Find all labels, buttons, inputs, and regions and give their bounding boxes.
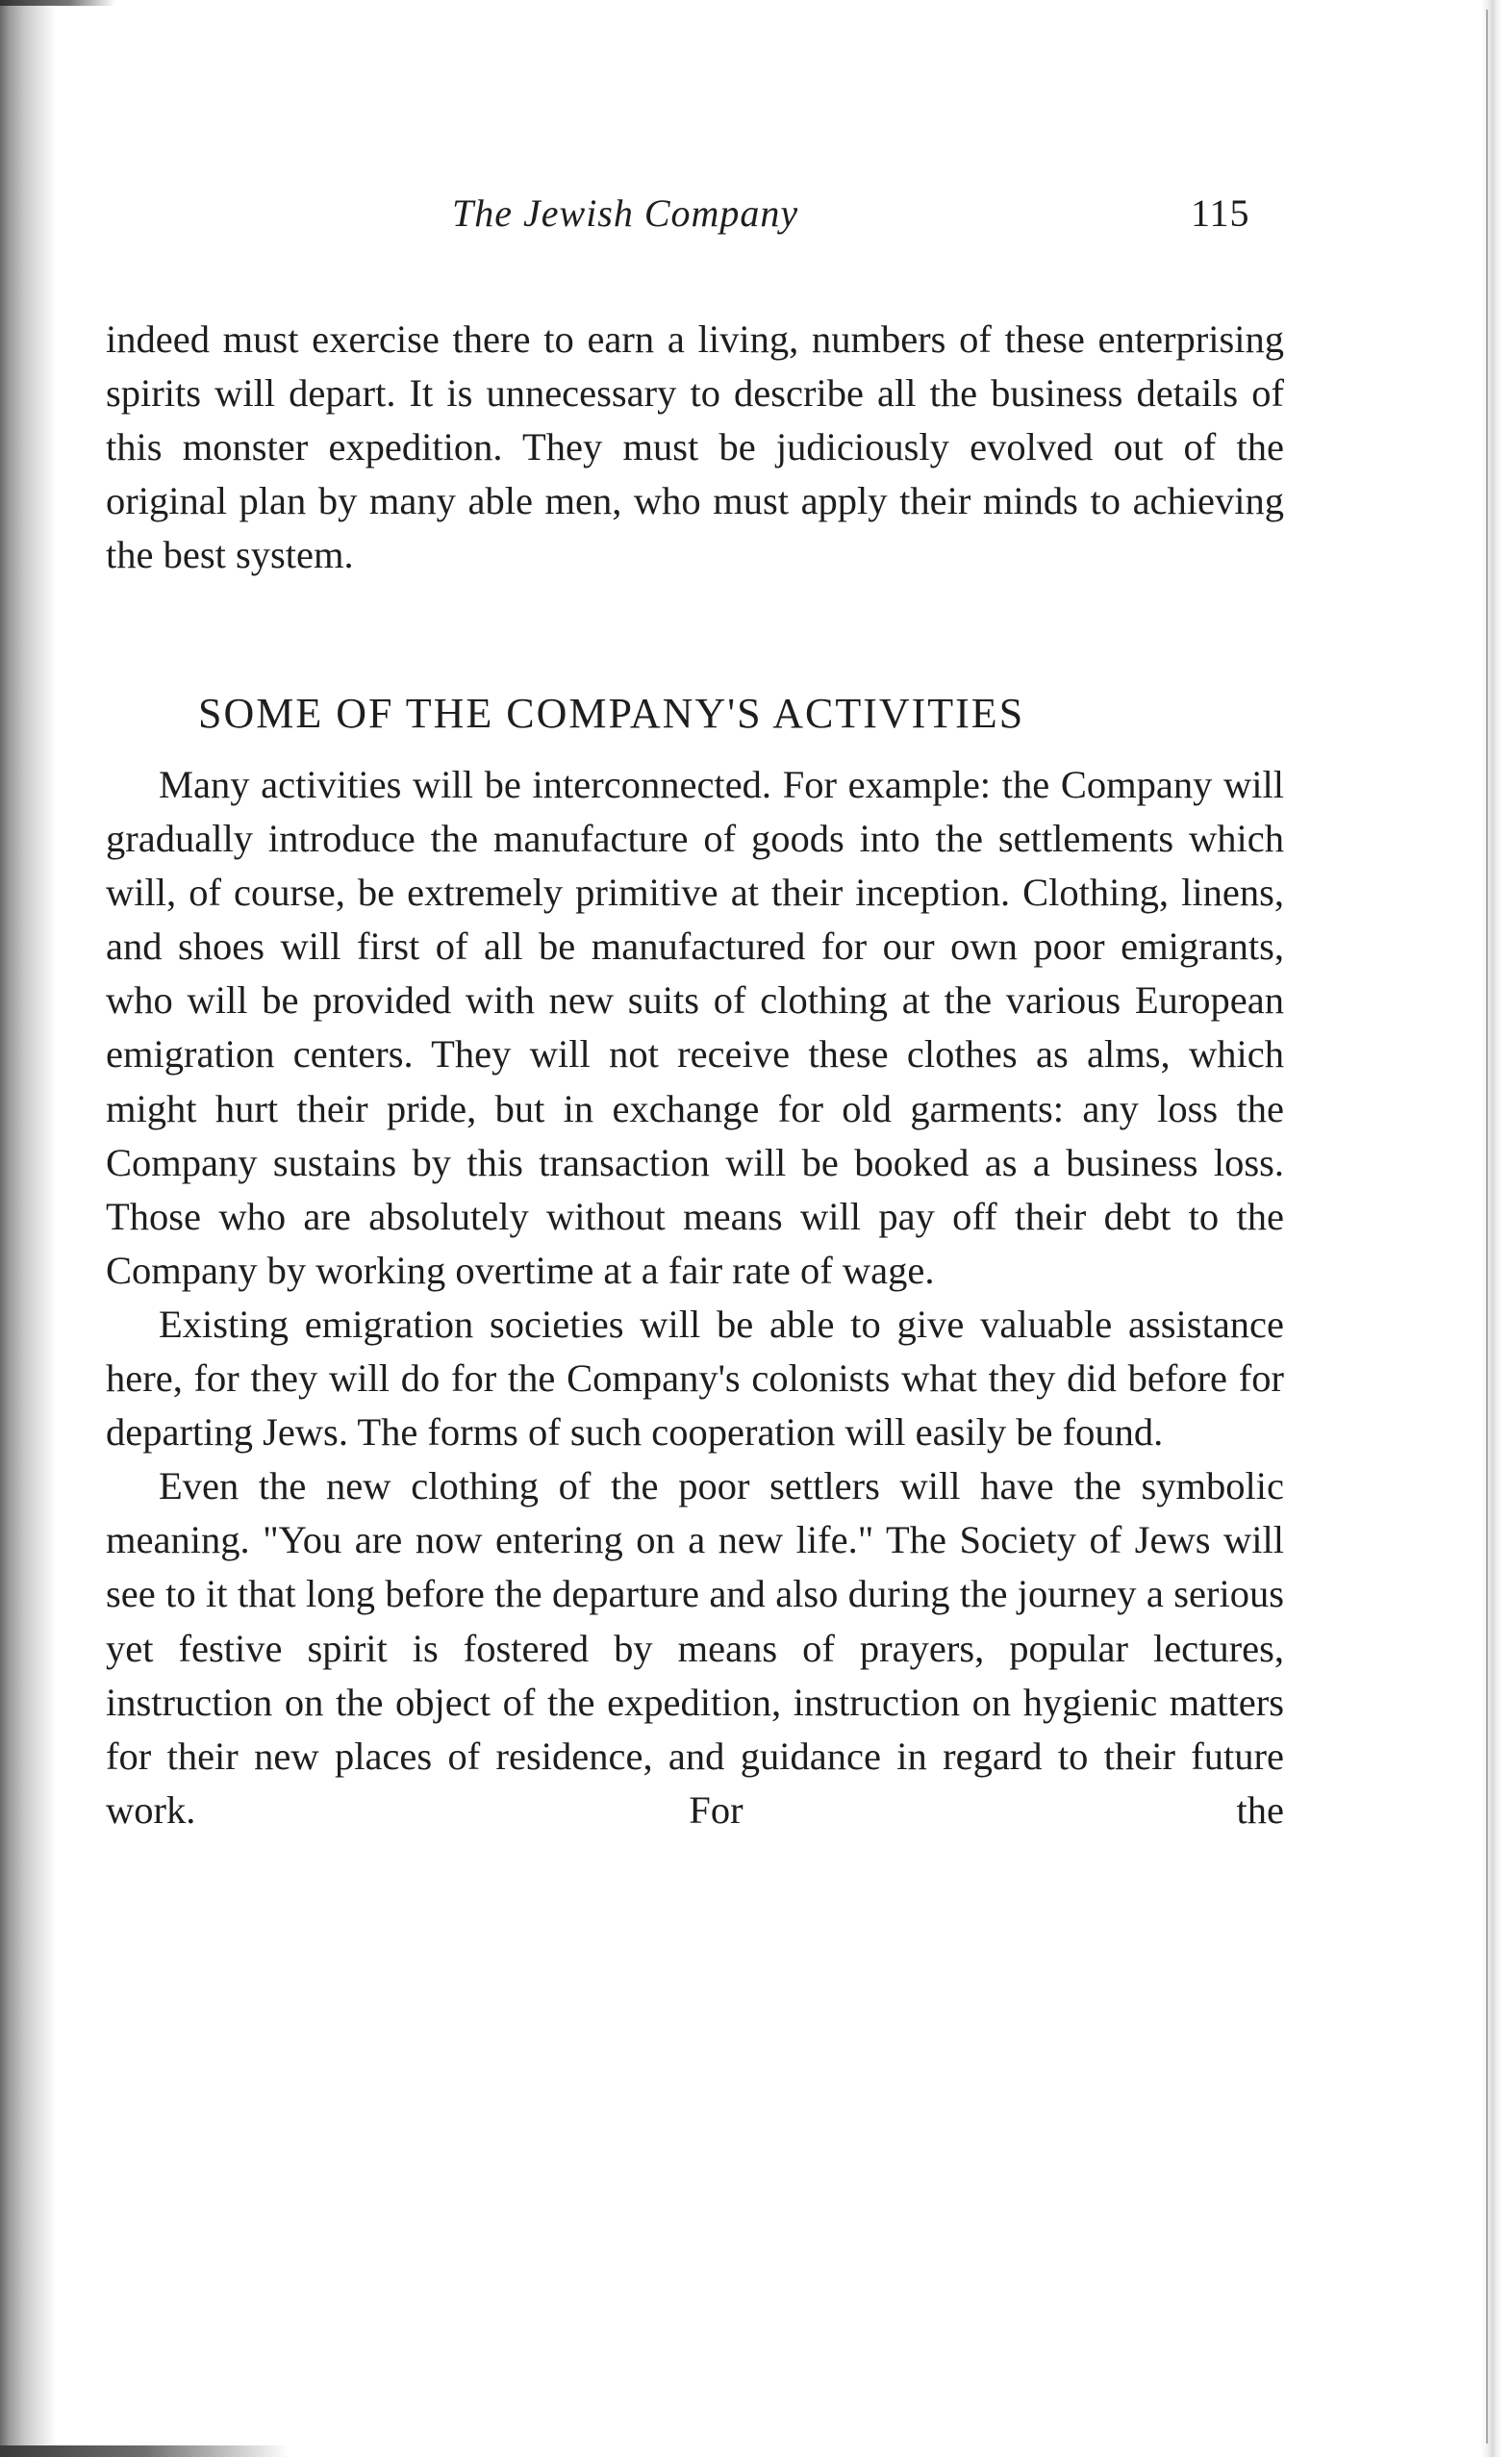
running-head: The Jewish Company [452,191,799,235]
scan-bottom-edge [0,2445,289,2457]
page-number: 115 [1191,191,1250,235]
paragraph: Even the new clothing of the poor settlers will have the symbolic meaning. "You are now entering on a new life." The Society of Jews will see to it that long before the departure and also during the journey a serious yet festive spirit is fostered by means of prayers, popular lectures, instruction on the object of the expedition, instruction on hygienic matters for their new places of residence, and guidance in regard to their future work. For the [106,1464,1284,1832]
paragraph: Existing emigration societies will be able to give valuable assistance here, for they will do for the Company's colonists what they did before for departing Jews. The forms of such cooperation will easily be found. [106,1302,1284,1455]
scan-top-edge [0,0,115,6]
page-header [0,190,1512,248]
scan-binding-shadow [0,0,56,2457]
section-body [106,758,1284,1837]
scan-right-edge [1481,0,1502,2457]
paragraph: Many activities will be interconnected. For example: the Company will gradually introduce the manufacture of goods into the settlements which will, of course, be extremely primitive at their inception. Clothing, linens, and shoes will first of all be manufactured for our own poor emigrants, who will be provided with new suits of clothing at the various European emigration centers. They will not receive these clothes as alms, which might hurt their pride, but in exchange for old garments: any loss the Company sustains by this transaction will be booked as a business loss. Those who are absolutely without means will pay off their debt to the Company by working overtime at a fair rate of wage. [106,763,1284,1292]
section-heading-text: SOME OF THE COMPANY'S ACTIVITIES [198,690,1025,737]
section-heading [0,689,1512,747]
scan-right-edge-line [1486,10,1488,2444]
opening-paragraph [106,313,1284,582]
paragraph: indeed must exercise there to earn a living, numbers of these enterprising spirits will depart. It is unnecessary to describe all the business details of this monster expedition. They must be judiciously evolved out of the original plan by many able men, who must apply their minds to achieving the best system. [106,317,1284,577]
